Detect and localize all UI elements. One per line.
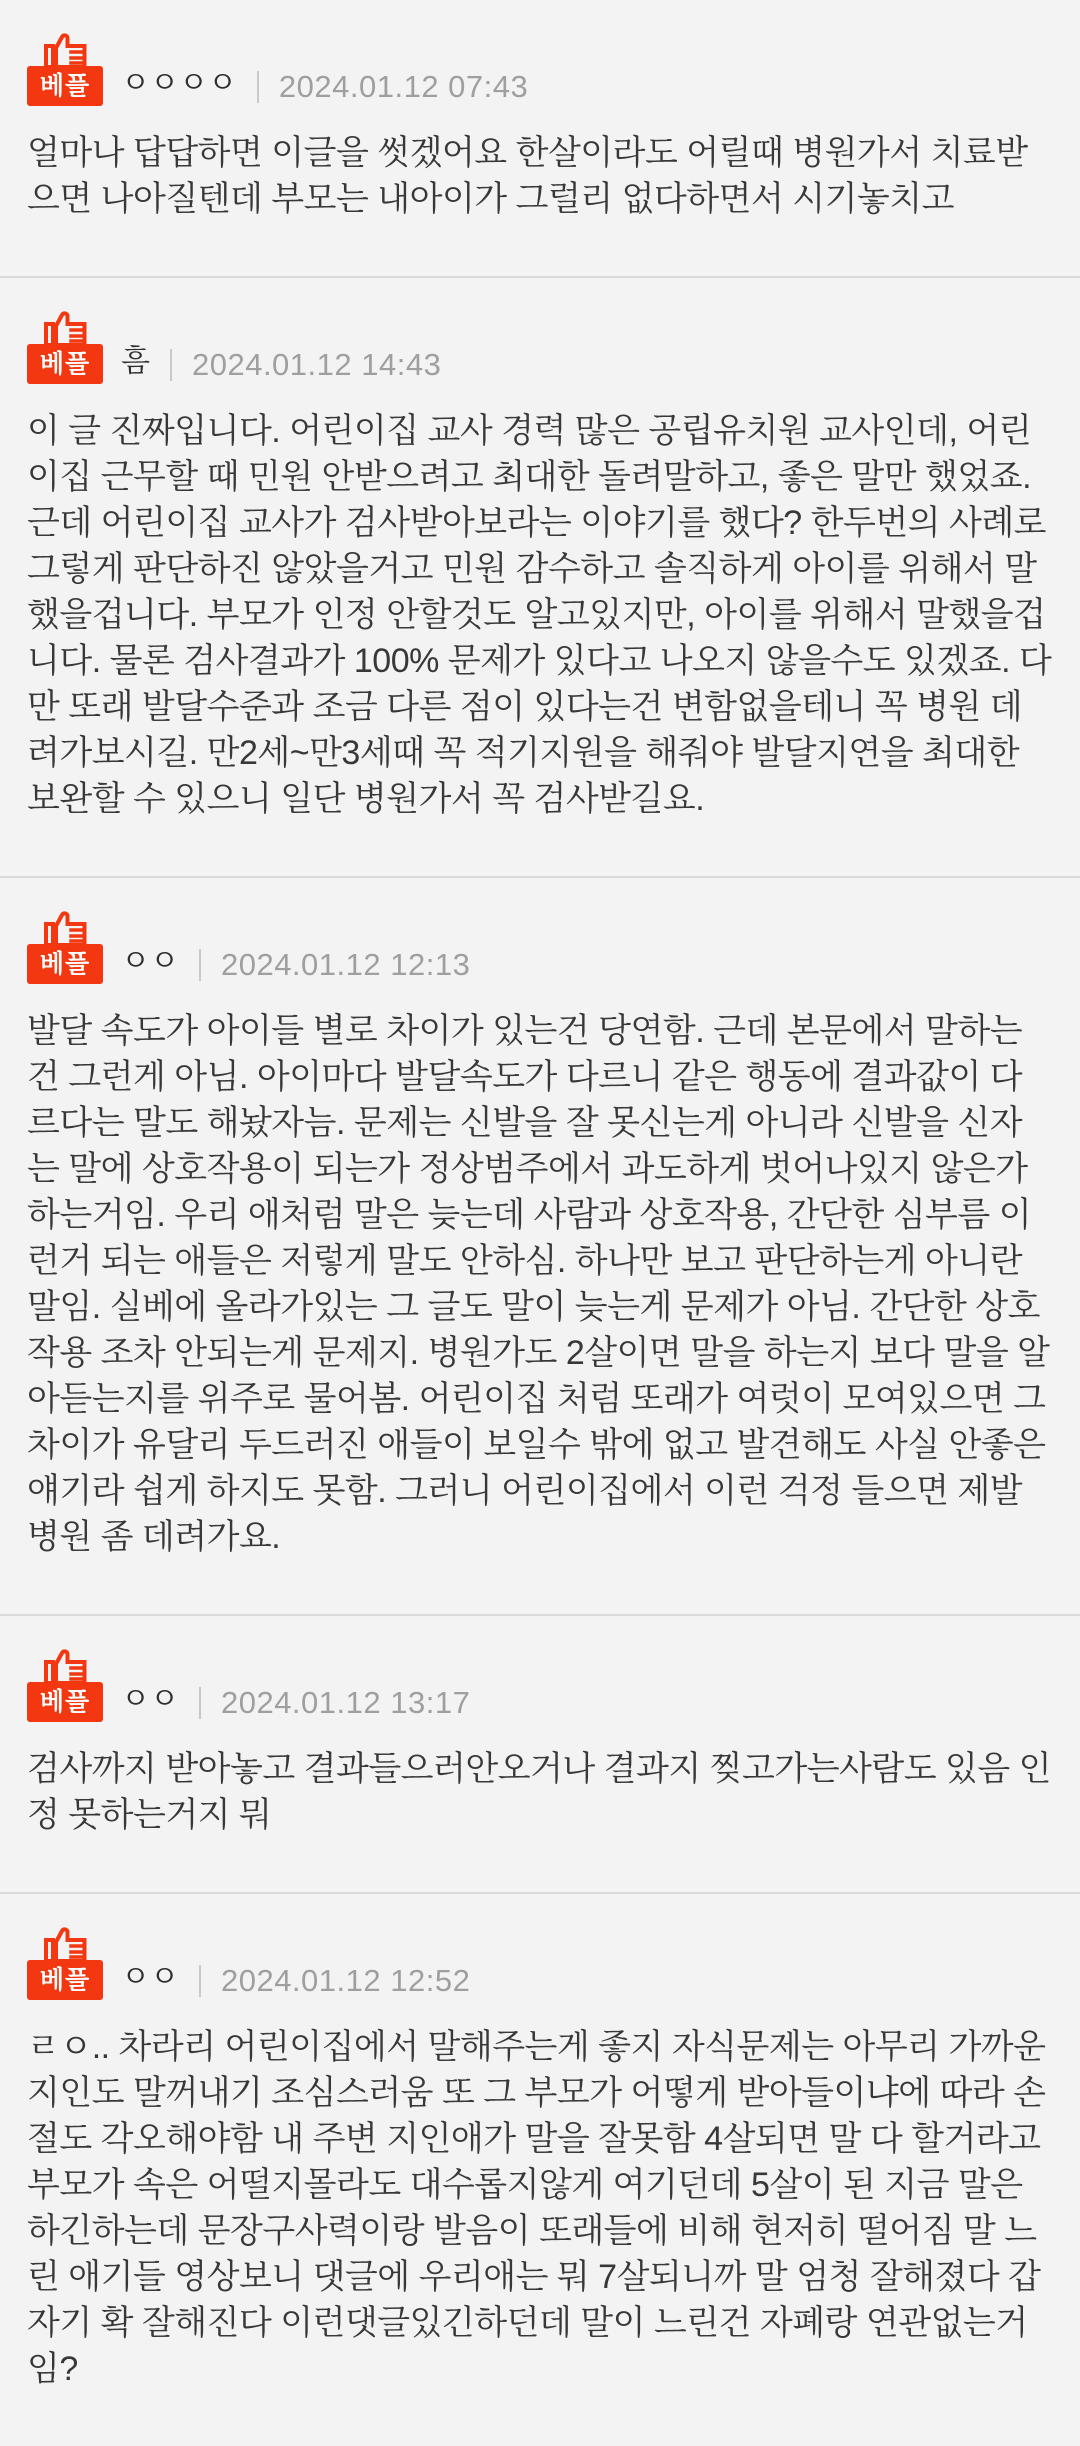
comment-author[interactable]: ㅇㅇ (121, 945, 179, 978)
best-reply-badge (27, 1924, 103, 2000)
thumbs-up-icon (43, 908, 89, 948)
comment-divider (0, 876, 1080, 878)
comment-header (27, 908, 1053, 984)
comment-author[interactable]: 흠 (121, 345, 150, 378)
comment-body: 검사까지 받아놓고 결과들으러안오거나 결과지 찢고가는사람도 있음 인정 못하는거지 뭐 (27, 1750, 1051, 1834)
best-reply-badge-label: 베플 (27, 944, 103, 984)
thumbs-up-icon (43, 308, 89, 348)
comment-timestamp: 2024.01.12 07:43 (278, 69, 529, 104)
thumbs-up-icon (43, 1924, 89, 1964)
comment-body: 이 글 진짜입니다. 어린이집 교사 경력 많은 공립유치원 교사인데, 어린이집 근무할 때 민원 안받으려고 최대한 돌려말하고, 좋은 말만 했었죠. 근데 어린이집 교사가 검사받아보라는 이야기를 했다? 한두번의 사례로 그렇게 판단하진 않았을거고 민원 감수하고 솔직하게 아이를 위해서 말했을겁니다. 부모가 인정 안할것도 알고있지만, 아이를 위해서 말했을겁니다. 물론 검사결과가 100% 문제가 있다고 나오지 않을수도 있겠죠. 다만 또래 발달수준과 조금 다른 점이 있다는건 변함없을테니 꼭 병원 데려가보시길. 만2세~만3세때 꼭 적기지원을 해줘야 발달지연을 최대한 보완할 수 있으니 일단 병원가서 꼭 검사받길요. (27, 412, 1052, 818)
comment-timestamp: 2024.01.12 12:52 (220, 1963, 471, 1998)
comment-item (0, 30, 1080, 276)
best-reply-badge-label: 베플 (27, 1960, 103, 2000)
comment-timestamp: 2024.01.12 13:17 (220, 1685, 471, 1720)
header-separator (199, 1687, 201, 1719)
comment-header (27, 1646, 1053, 1722)
comment-author[interactable]: ㅇㅇ (121, 1961, 179, 1994)
comment-body: 발달 속도가 아이들 별로 차이가 있는건 당연함. 근데 본문에서 말하는건 그런게 아님. 아이마다 발달속도가 다르니 같은 행동에 결과값이 다르다는 말도 해놨자늠. 문제는 신발을 잘 못신는게 아니라 신발을 신자는 말에 상호작용이 되는가 정상범주에서 과도하게 벗어나있지 않은가 하는거임. 우리 애처럼 말은 늦는데 사람과 상호작용, 간단한 심부름 이런거 되는 애들은 저렇게 말도 안하심. 하나만 보고 판단하는게 아니란 말임. 실베에 올라가있는 그 글도 말이 늦는게 문제가 아님. 간단한 상호작용 조차 안되는게 문제지. 병원가도 2살이면 말을 하는지 보다 말을 알아듣는지를 위주로 물어봄. 어린이집 처럼 또래가 여럿이 모여있으면 그 차이가 유달리 두드러진 애들이 보일수 밖에 없고 발견해도 사실 안좋은 얘기라 쉽게 하지도 못함. 그러니 어린이집에서 이런 걱정 들으면 제발 병원 좀 데려가요. (27, 1012, 1050, 1556)
best-reply-badge-label: 베플 (27, 344, 103, 384)
comment-author[interactable]: ㅇㅇ (121, 1683, 179, 1716)
comment-divider (0, 276, 1080, 278)
comment-body: 얼마나 답답하면 이글을 썻겠어요 한살이라도 어릴때 병원가서 치료받으면 나아질텐데 부모는 내아이가 그럴리 없다하면서 시기놓치고 (27, 134, 1028, 218)
comment-author[interactable]: ㅇㅇㅇㅇ (121, 67, 237, 100)
comment-timestamp: 2024.01.12 12:13 (220, 947, 471, 982)
best-reply-badge (27, 308, 103, 384)
comment-divider (0, 1614, 1080, 1616)
header-separator (257, 71, 259, 103)
comment-item (0, 876, 1080, 1614)
best-reply-badge-label: 베플 (27, 66, 103, 106)
best-reply-badge-label: 베플 (27, 1682, 103, 1722)
best-reply-badge (27, 1646, 103, 1722)
header-separator (170, 349, 172, 381)
comment-item (0, 1614, 1080, 1892)
best-reply-badge (27, 908, 103, 984)
comment-item (0, 1892, 1080, 2446)
comment-header (27, 308, 1053, 384)
best-reply-badge (27, 30, 103, 106)
comment-header (27, 1924, 1053, 2000)
comment-body: ㄹㅇ.. 차라리 어린이집에서 말해주는게 좋지 자식문제는 아무리 가까운 지인도 말꺼내기 조심스러움 또 그 부모가 어떻게 받아들이냐에 따라 손절도 각오해야함 내 주변 지인애가 말을 잘못함 4살되면 말 다 할거라고 부모가 속은 어떨지몰라도 대수롭지않게 여기던데 5살이 된 지금 말은 하긴하는데 문장구사력이랑 발음이 또래들에 비해 현저히 떨어짐 말 느린 애기들 영상보니 댓글에 우리애는 뭐 7살되니까 말 엄청 잘해졌다 갑자기 확 잘해진다 이런댓글있긴하던데 말이 느린건 자폐랑 연관없는거임? (27, 2028, 1046, 2388)
comment-header (27, 30, 1053, 106)
thumbs-up-icon (43, 1646, 89, 1686)
comment-divider (0, 1892, 1080, 1894)
header-separator (199, 1965, 201, 1997)
thumbs-up-icon (43, 30, 89, 70)
comment-timestamp: 2024.01.12 14:43 (191, 347, 442, 382)
header-separator (199, 949, 201, 981)
comment-list (0, 30, 1080, 2446)
comment-item (0, 276, 1080, 876)
